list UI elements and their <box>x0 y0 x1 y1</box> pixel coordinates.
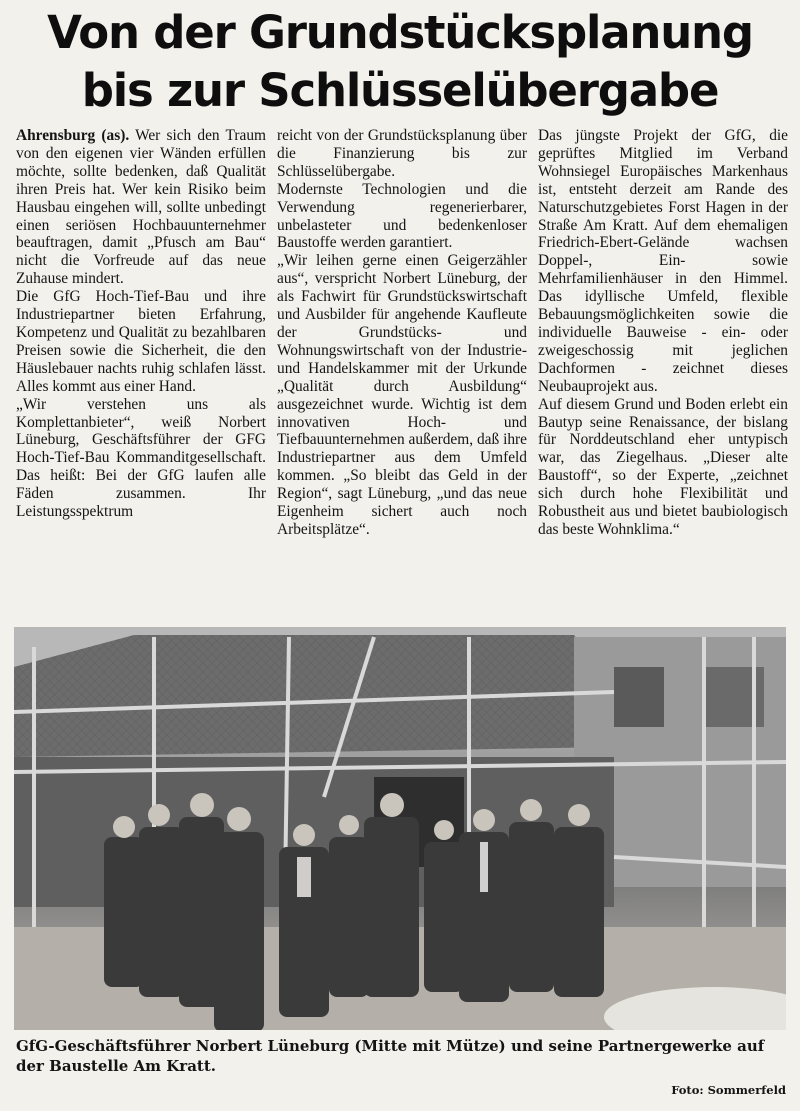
photo-caption: GfG-Geschäftsführer Norbert Lüneburg (Mitte mit Mütze) und seine Partnergewerke auf der Baustelle Am Kratt. <box>16 1037 765 1075</box>
photo-credit: Foto: Sommerfeld <box>671 1083 786 1097</box>
paragraph: Das jüngste Projekt der GfG, die geprüftes Mitglied im Verband Wohnsiegel Europäisches Markenhaus ist, entsteht derzeit am Rande des Naturschutzgebietes Forst Hagen in der Straße Am Kratt. Auf dem ehemaligen Friedrich-Ebert-Gelände wachsen Doppel-, Ein- sowie Mehrfamilienhäuser in den Himmel. Das idyllische Umfeld, flexible Bebauungsmöglichkeiten sowie die individuelle Bauweise - ein- oder zweigeschossig mit jeglichen Dachformen - zeichnet dieses Neubauprojekt aus. <box>538 127 788 395</box>
paragraph: Die GfG Hoch-Tief-Bau und ihre Industriepartner bieten Erfahrung, Kompetenz und Qualität zu bezahlbaren Preisen sowie die Sicherheit, die den Häuslebauer nachts ruhig schlafen lässt. Alles kommt aus einer Hand. <box>16 288 266 395</box>
headline <box>20 4 780 120</box>
article-column-2 <box>277 127 527 625</box>
paragraph: Auf diesem Grund und Boden erlebt ein Bautyp seine Renaissance, der bislang für Norddeutschland eher untypisch war, das Ziegelhaus. „Dieser alte Baustoff“, so der Experte, „zeichnet sich durch hohe Flexibilität und Robustheit aus und bietet baubiologisch das beste Wohnklima.“ <box>538 395 788 538</box>
paragraph <box>16 127 266 288</box>
article-body <box>16 127 788 625</box>
photo-illustration <box>14 627 786 1030</box>
headline-line-2: bis zur Schlüsselübergabe <box>81 64 719 117</box>
paragraph: „Wir verstehen uns als Komplettanbieter“, weiß Norbert Lüneburg, Geschäftsführer der GFG Hoch-Tief-Bau Kommanditgesellschaft. Das heißt: Bei der GfG laufen alle Fäden zusammen. Ihr Leistungsspektrum <box>16 395 266 521</box>
construction-site-photo <box>14 627 786 1030</box>
article-column-1 <box>16 127 266 625</box>
paragraph: Modernste Technologien und die Verwendung regenerierbarer, unbelasteter und bedenkenloser Baustoffe werden garantiert. <box>277 180 527 252</box>
dateline: Ahrensburg (as). <box>16 127 130 144</box>
paragraph: reicht von der Grundstücksplanung über die Finanzierung bis zur Schlüsselübergabe. <box>277 127 527 180</box>
headline-line-1: Von der Grundstücksplanung <box>47 6 753 59</box>
paragraph-text: Wer sich den Traum von den eigenen vier Wänden erfüllen möchte, sollte bedenken, daß Qualität ihren Preis hat. Wer kein Risiko beim Hausbau eingehen will, sollte unbedingt einen seriösen Hochbauunternehmer beauftragen, damit „Pfusch am Bau“ nicht die Vorfreude auf das neue Zuhause mindert. <box>16 127 266 288</box>
article-column-3 <box>538 127 788 625</box>
paragraph: „Wir leihen gerne einen Geigerzähler aus“, verspricht Norbert Lüneburg, der als Fachwirt für Grundstückswirtschaft und Ausbilder für angehende Kaufleute der Grundstücks- und Wohnungswirtschaft von der Industrie- und Handelskammer mit der Urkunde „Qualität durch Ausbildung“ ausgezeichnet wurde. Wichtig ist dem innovativen Hoch- und Tiefbauunternehmen außerdem, daß ihre Industriepartner aus dem Umfeld kommen. „So bleibt das Geld in der Region“, sagt Lüneburg, „und das neue Eigenheim sichert auch noch Arbeitsplätze“. <box>277 252 527 538</box>
